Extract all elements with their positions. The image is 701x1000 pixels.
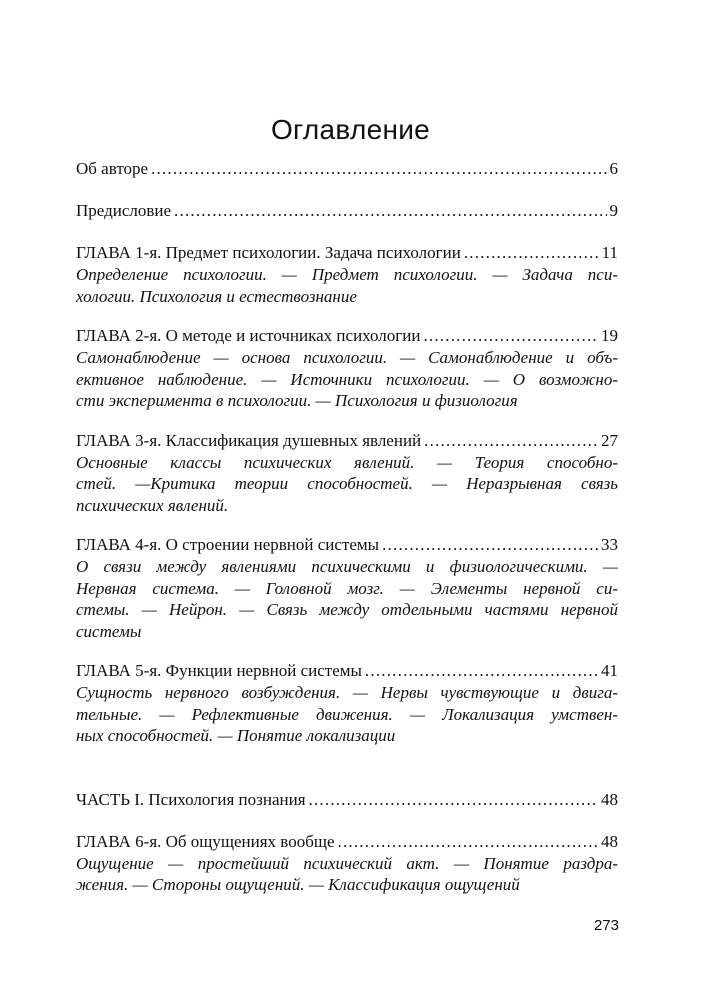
description-line: Самонаблюдение — основа психологии. — Самонаблюдение и объ- — [76, 348, 618, 367]
toc-entry-row — [76, 325, 618, 347]
dot-leader — [464, 242, 599, 264]
toc-entry-label: ЧАСТЬ I. Психология познания — [76, 789, 306, 809]
dot-leader — [338, 831, 599, 853]
toc-entry-label: ГЛАВА 6-я. Об ощущениях вообще — [76, 831, 335, 851]
toc-entry-row — [76, 242, 618, 264]
toc-entry-chapter-6 — [76, 831, 618, 896]
description-line: Нервная система. — Головной мозг. — Элементы нервной си- — [76, 578, 618, 598]
toc-entry-label: ГЛАВА 2-я. О методе и источниках психологии — [76, 326, 421, 345]
description-line: Определение психологии. — Предмет психологии. — Задача пси- — [76, 265, 618, 284]
description-line: жения. — Стороны ощущений. — Классификация ощущений — [76, 875, 520, 894]
description-line: системы — [76, 621, 142, 641]
page-number: 273 — [593, 917, 619, 934]
toc-entry-page: 19 — [601, 326, 618, 345]
toc-entry-page: 33 — [601, 535, 618, 554]
toc-entry-page: 6 — [609, 159, 618, 178]
description-line: хологии. Психология и естествознание — [76, 286, 357, 306]
toc-entry-part-1 — [76, 789, 618, 811]
table-of-contents — [76, 158, 618, 896]
toc-entry-label: ГЛАВА 5-я. Функции нервной системы — [76, 661, 362, 680]
toc-entry-chapter-3 — [76, 430, 618, 517]
description-line: О связи между явлениями психическими и физиологическими. — — [76, 557, 618, 576]
toc-entry-description — [76, 853, 618, 896]
toc-entry-label: ГЛАВА 4-я. О строении нервной системы — [76, 535, 380, 554]
toc-entry-label: Предисловие — [76, 201, 172, 220]
description-line: ективное наблюдение. — Источники психологии. — О возможно- — [76, 369, 618, 389]
toc-entry-description — [76, 452, 618, 517]
toc-entry-row — [76, 789, 618, 811]
description-line: стемы. — Нейрон. — Связь между отдельными частями нервной — [76, 600, 618, 619]
description-line: ных способностей. — Понятие локализации — [76, 726, 396, 745]
toc-entry-chapter-5 — [76, 660, 618, 747]
dot-leader — [174, 200, 606, 222]
toc-entry-label: ГЛАВА 1-я. Предмет психологии. Задача психологии — [76, 243, 461, 262]
toc-entry-row — [76, 158, 618, 180]
dot-leader — [365, 660, 598, 682]
toc-entry-page: 48 — [601, 789, 618, 809]
page-title: Оглавление — [270, 114, 431, 145]
description-line: Основные классы психических явлений. — Теория способно- — [76, 452, 618, 472]
toc-entry-page: 9 — [609, 201, 618, 220]
toc-entry-row — [76, 831, 618, 853]
toc-entry-row — [76, 660, 618, 682]
toc-entry-row — [76, 534, 618, 556]
dot-leader — [151, 158, 606, 180]
dot-leader — [309, 789, 598, 811]
toc-entry-label: ГЛАВА 3-я. Классификация душевных явлений — [76, 430, 422, 450]
toc-entry-page: 11 — [601, 243, 618, 262]
toc-entry-description — [76, 682, 618, 747]
toc-entry-page: 27 — [601, 430, 618, 450]
dot-leader — [424, 430, 598, 452]
toc-entry-row — [76, 430, 618, 452]
toc-entry-chapter-4 — [76, 534, 618, 642]
toc-entry-description — [76, 264, 618, 307]
description-line: психических явлений. — [76, 495, 229, 515]
toc-entry-label: Об авторе — [76, 159, 149, 178]
toc-entry-about-author — [76, 158, 618, 180]
description-line: стей. —Критика теории способностей. — Неразрывная связь — [76, 474, 618, 493]
toc-entry-page: 48 — [601, 831, 618, 851]
toc-entry-preface — [76, 200, 618, 222]
dot-leader — [423, 325, 598, 347]
toc-entry-row — [76, 200, 618, 222]
toc-entry-description — [76, 347, 618, 412]
description-line: сти эксперимента в психологии. — Психология и физиология — [76, 391, 518, 410]
toc-entry-chapter-2 — [76, 325, 618, 412]
dot-leader — [382, 534, 598, 556]
toc-entry-description — [76, 556, 618, 642]
toc-entry-page: 41 — [601, 661, 618, 680]
description-line: Ощущение — простейший психический акт. — Понятие раздра- — [76, 853, 618, 873]
description-line: тельные. — Рефлективные движения. — Локализация умствен- — [76, 704, 618, 724]
toc-entry-chapter-1 — [76, 242, 618, 307]
description-line: Сущность нервного возбуждения. — Нервы чувствующие и двига- — [76, 683, 618, 702]
